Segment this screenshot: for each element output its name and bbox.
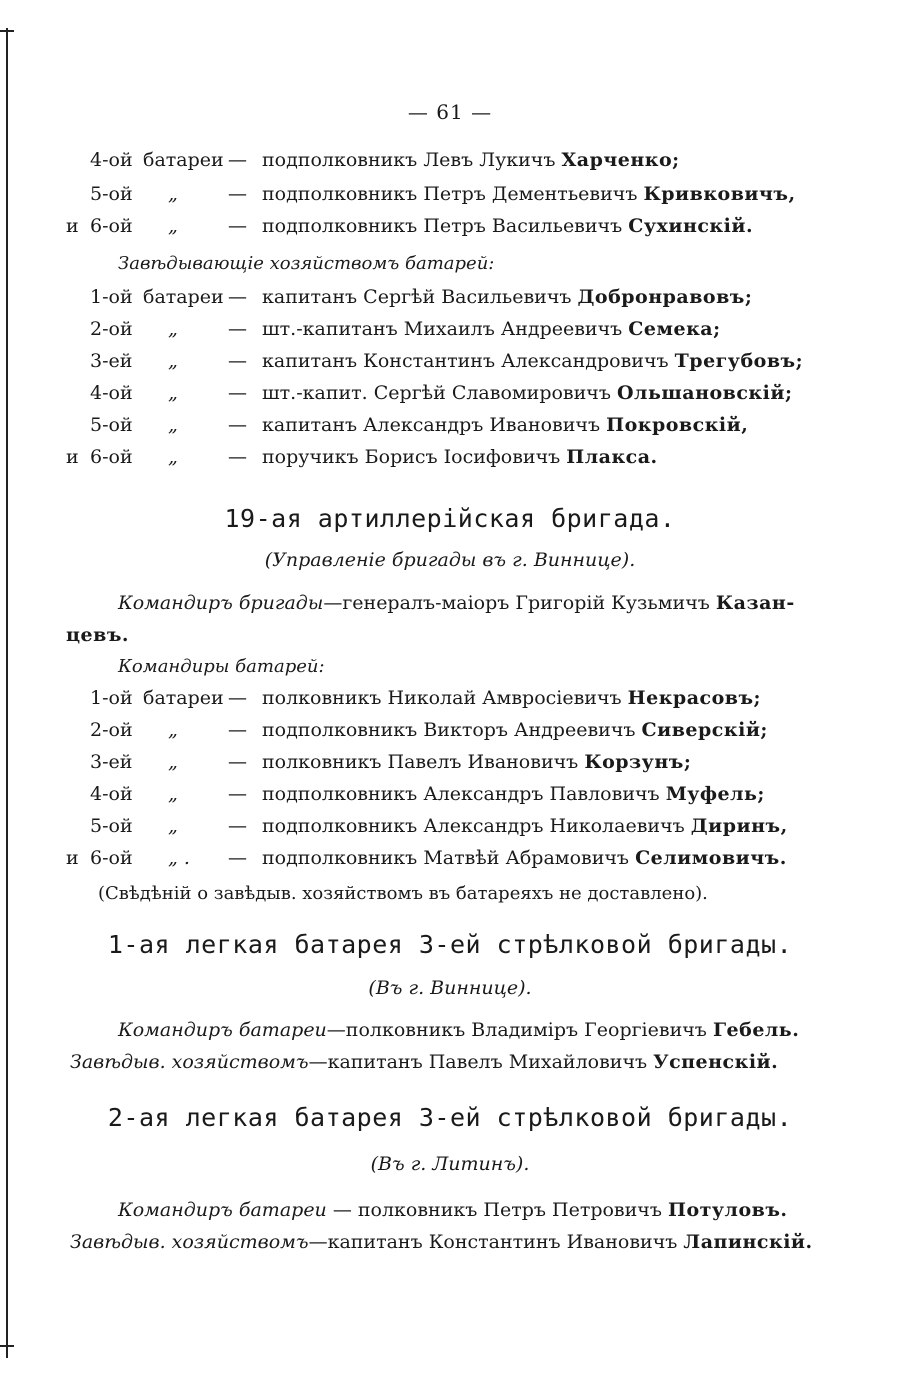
row-ordinal: 5-ой xyxy=(90,815,133,837)
row-dash: — xyxy=(228,286,247,308)
ditto-mark: „ . xyxy=(168,847,190,869)
row-person xyxy=(262,844,787,872)
ditto-mark: „ xyxy=(168,751,178,773)
ditto-mark: „ xyxy=(168,815,178,837)
battery-commanders-label: Командиры батарей: xyxy=(118,656,325,677)
row-battery: батареи xyxy=(143,286,224,308)
section-location: (Въ г. Литинъ). xyxy=(370,1153,530,1175)
surname: Сухинскiй. xyxy=(628,215,754,237)
list-item xyxy=(0,716,900,744)
row-ordinal: 6-ой xyxy=(90,215,133,237)
row-ordinal: 1-ой xyxy=(90,286,133,308)
row-dash: — xyxy=(228,414,247,436)
brigade-commander-line xyxy=(118,589,795,617)
surname: Кривковичъ, xyxy=(643,183,796,205)
list-item xyxy=(0,780,900,808)
list-item xyxy=(0,212,900,240)
list-item xyxy=(0,443,900,471)
rank-name: шт.-капитанъ Михаилъ Андреевичъ xyxy=(262,318,623,340)
commander-text: —полковникъ Владимiръ Георгiевичъ xyxy=(326,1019,707,1041)
commander-label: Командиръ батареи xyxy=(118,1199,327,1221)
row-battery: батареи xyxy=(143,149,224,171)
ditto-mark: „ xyxy=(168,719,178,741)
surname: Плакса. xyxy=(566,446,658,468)
row-dash: — xyxy=(228,719,247,741)
list-item xyxy=(0,315,900,343)
row-dash: — xyxy=(228,215,247,237)
row-prefix: и xyxy=(66,215,79,237)
row-dash: — xyxy=(228,183,247,205)
ditto-mark: „ xyxy=(168,414,178,436)
brigade-commander-label: Командиръ бригады xyxy=(118,592,324,614)
row-ordinal: 2-ой xyxy=(90,719,133,741)
commander-text: — полковникъ Петръ Петровичъ xyxy=(326,1199,662,1221)
rank-name: подполковникъ Петръ Васильевичъ xyxy=(262,215,623,237)
row-ordinal: 5-ой xyxy=(90,414,133,436)
list-item xyxy=(0,684,900,712)
manager-line xyxy=(70,1048,778,1076)
section-location: (Въ г. Виннице). xyxy=(368,977,532,999)
surname: Муфель; xyxy=(665,783,765,805)
row-person xyxy=(262,748,691,776)
row-dash: — xyxy=(228,382,247,404)
row-ordinal: 3-ей xyxy=(90,350,133,372)
commander-label: Командиръ батареи xyxy=(118,1019,327,1041)
row-ordinal: 2-ой xyxy=(90,318,133,340)
list-item xyxy=(0,844,900,872)
rank-name: подполковникъ Петръ Дементьевичъ xyxy=(262,183,638,205)
rank-name: капитанъ Сергѣй Васильевичъ xyxy=(262,286,572,308)
manager-label: Завѣдыв. хозяйствомъ xyxy=(70,1051,309,1073)
managers-label: Завѣдывающiе хозяйствомъ батарей: xyxy=(118,253,495,274)
manager-label: Завѣдыв. хозяйствомъ xyxy=(70,1231,309,1253)
row-person xyxy=(262,716,768,744)
row-person xyxy=(262,684,761,712)
surname: Харченко; xyxy=(561,149,680,171)
list-item xyxy=(0,411,900,439)
ditto-mark: „ xyxy=(168,350,178,372)
rank-name: поручикъ Борисъ Iосифовичъ xyxy=(262,446,561,468)
ditto-mark: „ xyxy=(168,183,178,205)
row-person xyxy=(262,411,748,439)
ditto-mark: „ xyxy=(168,382,178,404)
surname: Некрасовъ; xyxy=(627,687,762,709)
surname: Сиверскiй; xyxy=(641,719,768,741)
row-dash: — xyxy=(228,783,247,805)
row-ordinal: 3-ей xyxy=(90,751,133,773)
rank-name: полковникъ Павелъ Ивановичъ xyxy=(262,751,579,773)
ditto-mark: „ xyxy=(168,215,178,237)
row-dash: — xyxy=(228,847,247,869)
surname: Покровскiй, xyxy=(606,414,749,436)
row-ordinal: 6-ой xyxy=(90,847,133,869)
section-heading: 19-ая артиллерiйская бригада. xyxy=(224,504,676,533)
row-ordinal: 6-ой xyxy=(90,446,133,468)
surname: цевъ. xyxy=(66,624,130,646)
list-item xyxy=(0,283,900,311)
row-person xyxy=(262,180,796,208)
ditto-mark: „ xyxy=(168,783,178,805)
battery-commander-line xyxy=(118,1196,788,1224)
row-person xyxy=(262,812,788,840)
surname: Потуловъ. xyxy=(668,1199,788,1221)
rank-name: подполковникъ Матвѣй Абрамовичъ xyxy=(262,847,630,869)
surname: Успенскiй. xyxy=(653,1051,779,1073)
ditto-mark: „ xyxy=(168,446,178,468)
rank-name: подполковникъ Александръ Павловичъ xyxy=(262,783,660,805)
rank-name: полковникъ Николай Амвросiевичъ xyxy=(262,687,622,709)
rank-name: подполковникъ Викторъ Андреевичъ xyxy=(262,719,636,741)
page-number: — 61 — xyxy=(407,100,493,124)
row-person xyxy=(262,379,792,407)
surname: Трегубовъ; xyxy=(674,350,804,372)
list-item xyxy=(0,748,900,776)
row-dash: — xyxy=(228,815,247,837)
row-ordinal: 4-ой xyxy=(90,149,133,171)
manager-text: —капитанъ Константинъ Ивановичъ xyxy=(308,1231,678,1253)
section-location: (Управленiе бригады въ г. Виннице). xyxy=(264,549,636,571)
row-dash: — xyxy=(228,687,247,709)
note: (Свѣдѣнiй о завѣдыв. хозяйствомъ въ батареяхъ не доставлено). xyxy=(98,883,708,904)
list-item xyxy=(0,180,900,208)
row-prefix: и xyxy=(66,446,79,468)
row-person xyxy=(262,347,803,375)
surname: Добронравовъ; xyxy=(577,286,753,308)
row-ordinal: 4-ой xyxy=(90,783,133,805)
surname: Лапинскiй. xyxy=(683,1231,813,1253)
ditto-mark: „ xyxy=(168,318,178,340)
row-person xyxy=(262,146,680,174)
surname: Ольшановскiй; xyxy=(617,382,793,404)
battery-commander-line xyxy=(118,1016,799,1044)
row-ordinal: 5-ой xyxy=(90,183,133,205)
surname: Селимовичъ. xyxy=(635,847,787,869)
manager-text: —капитанъ Павелъ Михайловичъ xyxy=(308,1051,648,1073)
row-dash: — xyxy=(228,318,247,340)
list-item xyxy=(0,379,900,407)
row-dash: — xyxy=(228,350,247,372)
section-heading: 2-ая легкая батарея 3-ей стрѣлковой бригады. xyxy=(107,1103,793,1132)
row-ordinal: 4-ой xyxy=(90,382,133,404)
row-person xyxy=(262,283,752,311)
row-person xyxy=(262,315,721,343)
rank-name: шт.-капит. Сергѣй Славомировичъ xyxy=(262,382,611,404)
section-heading: 1-ая легкая батарея 3-ей стрѣлковой бригады. xyxy=(107,930,793,959)
row-dash: — xyxy=(228,446,247,468)
row-person xyxy=(262,212,753,240)
row-prefix: и xyxy=(66,847,79,869)
row-dash: — xyxy=(228,751,247,773)
manager-line xyxy=(70,1228,813,1256)
rank-name: капитанъ Константинъ Александровичъ xyxy=(262,350,669,372)
surname: Гебель. xyxy=(712,1019,800,1041)
brigade-commander-text: —генералъ-маiоръ Григорiй Кузьмичъ xyxy=(323,592,710,614)
list-item xyxy=(0,347,900,375)
surname: Корзунъ; xyxy=(584,751,692,773)
brigade-commander-line-cont xyxy=(66,621,129,649)
surname: Диринъ, xyxy=(690,815,788,837)
row-ordinal: 1-ой xyxy=(90,687,133,709)
row-dash: — xyxy=(228,149,247,171)
rank-name: подполковникъ Александръ Николаевичъ xyxy=(262,815,685,837)
row-person xyxy=(262,443,658,471)
rank-name: подполковникъ Левъ Лукичъ xyxy=(262,149,556,171)
rank-name: капитанъ Александръ Ивановичъ xyxy=(262,414,601,436)
surname: Семека; xyxy=(628,318,721,340)
row-battery: батареи xyxy=(143,687,224,709)
surname: Казан- xyxy=(715,592,795,614)
row-person xyxy=(262,780,765,808)
list-item xyxy=(0,146,900,174)
list-item xyxy=(0,812,900,840)
